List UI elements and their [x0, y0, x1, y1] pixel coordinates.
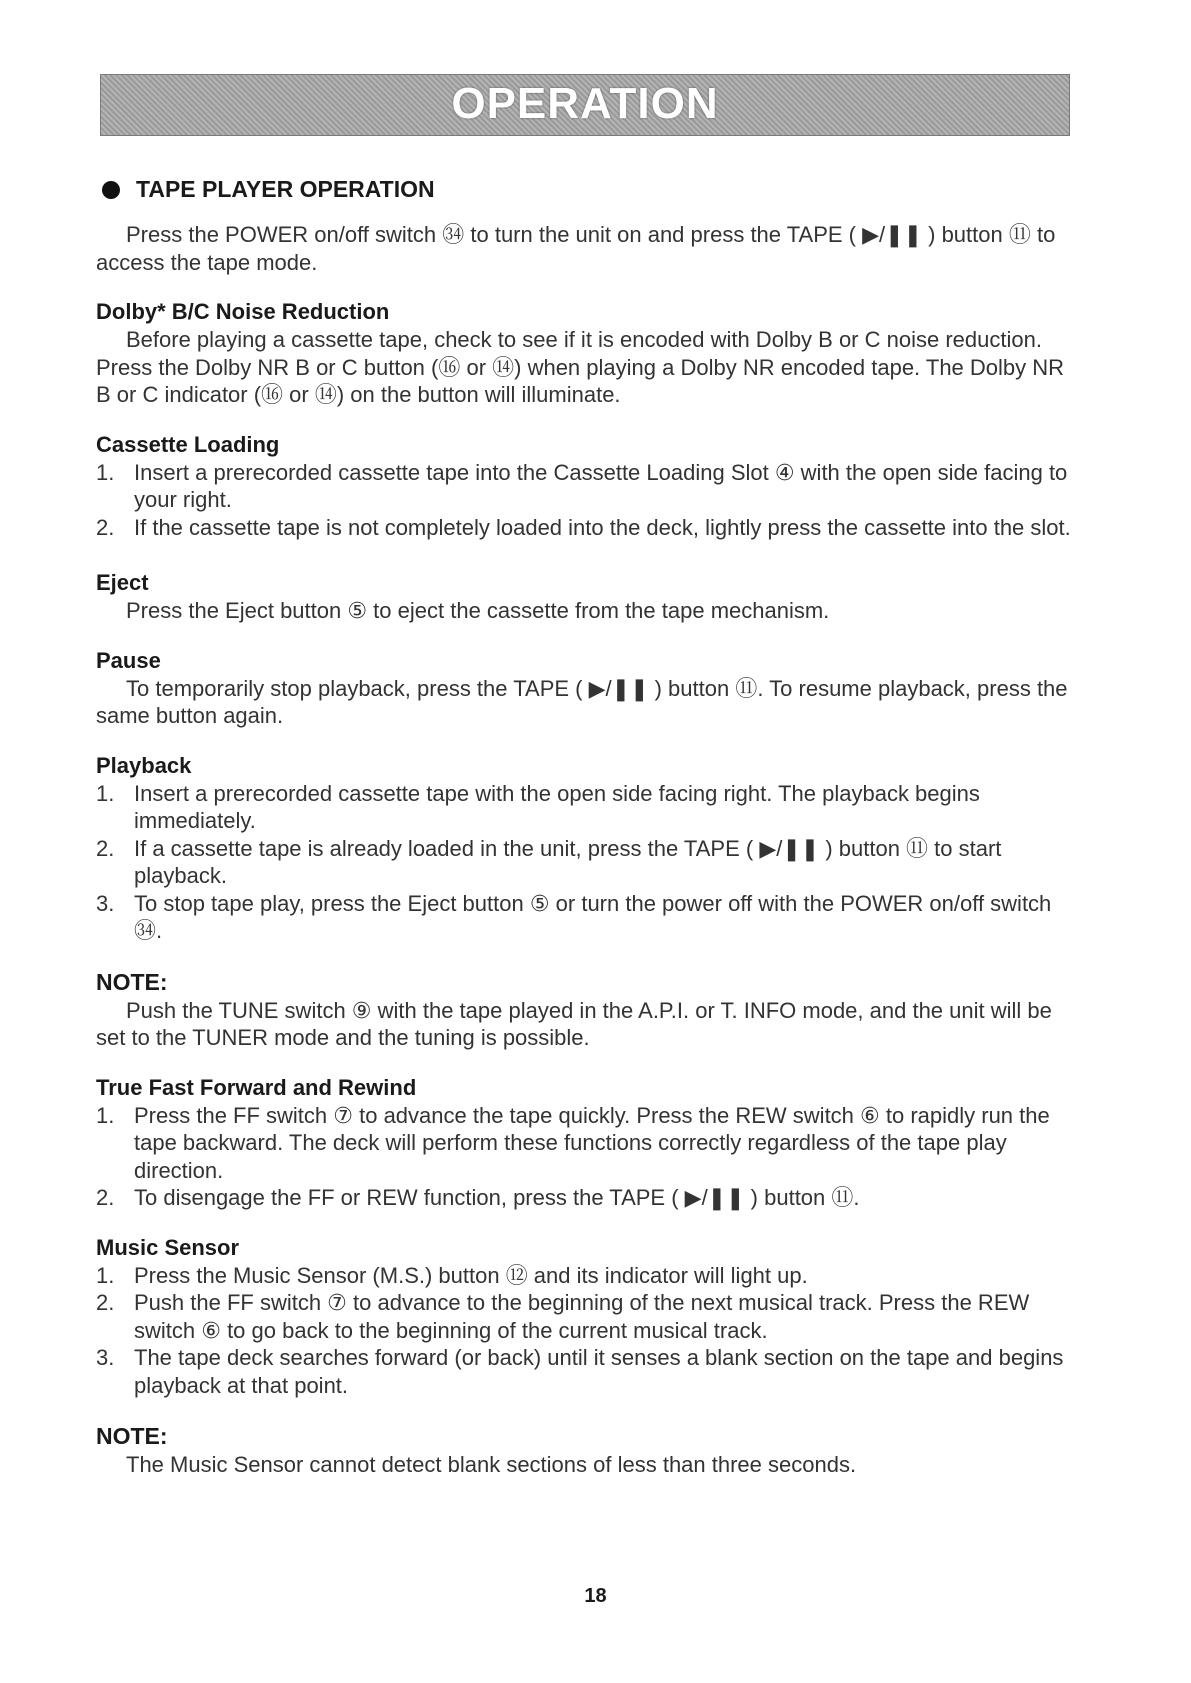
- list-text: If a cassette tape is already loaded in the unit, press the TAPE ( ▶/❚❚ ) button ⑪ to start playback.: [134, 835, 1002, 888]
- pause-heading: Pause: [96, 647, 161, 673]
- list-text: Insert a prerecorded cassette tape with the open side facing right. The playback begins immediately.: [134, 780, 980, 833]
- list-text: To disengage the FF or REW function, press the TAPE ( ▶/❚❚ ) button ⑪.: [134, 1185, 860, 1210]
- list-text: Press the Music Sensor (M.S.) button ⑫ and its indicator will light up.: [134, 1262, 808, 1288]
- list-item: [96, 459, 1071, 514]
- list-item: [96, 780, 1071, 835]
- list-number: 2.: [96, 1185, 115, 1210]
- intro-paragraph: Press the POWER on/off switch ㉞ to turn the unit on and press the TAPE ( ▶/❚❚ ) button ⑪ to access the tape mode.: [96, 222, 1056, 275]
- note-paragraph: The Music Sensor cannot detect blank sections of less than three seconds.: [126, 1452, 857, 1477]
- music-sensor-heading: Music Sensor: [96, 1234, 240, 1260]
- list-number: 1.: [96, 1262, 115, 1288]
- bullet-icon: [102, 181, 120, 199]
- list-number: 1.: [96, 1102, 115, 1128]
- dolby-paragraph: Before playing a cassette tape, check to see if it is encoded with Dolby B or C noise reduction. Press the Dolby NR B or C button (⑯ or ⑭) when playing a Dolby NR encoded tape. The Dolby NR B or C indicator (⑯ or ⑭) on the button will illuminate.: [96, 327, 1065, 407]
- list-number: 1.: [96, 459, 115, 485]
- cassette-loading-heading: Cassette Loading: [96, 431, 280, 457]
- list-number: 2.: [96, 514, 115, 540]
- list-item: [96, 1184, 1071, 1212]
- playback-heading: Playback: [96, 752, 192, 778]
- dolby-heading: Dolby* B/C Noise Reduction: [96, 299, 390, 324]
- list-text: The tape deck searches forward (or back) until it senses a blank section on the tape and begins playback at that point.: [134, 1345, 1064, 1398]
- eject-paragraph: Press the Eject button ⑤ to eject the cassette from the tape mechanism.: [126, 598, 830, 623]
- list-item: [96, 1262, 1071, 1290]
- note-paragraph: Push the TUNE switch ⑨ with the tape played in the A.P.I. or T. INFO mode, and the unit will be set to the TUNER mode and the tuning is possible.: [96, 997, 1052, 1050]
- list-item: [96, 514, 1071, 542]
- content-area: [96, 176, 1071, 1479]
- eject-heading: Eject: [96, 570, 149, 595]
- true-ff-heading: True Fast Forward and Rewind: [96, 1074, 417, 1100]
- list-number: 3.: [96, 890, 115, 916]
- note-heading: NOTE:: [96, 1423, 168, 1449]
- list-item: [96, 1289, 1071, 1344]
- list-item: [96, 1344, 1071, 1399]
- banner-title: OPERATION: [451, 79, 719, 128]
- list-text: To stop tape play, press the Eject button ⑤ or turn the power off with the POWER on/off switch ㉞.: [134, 890, 1052, 943]
- operation-banner: [100, 74, 1070, 136]
- list-number: 1.: [96, 780, 115, 806]
- section-header: [102, 176, 1071, 203]
- list-text: Insert a prerecorded cassette tape into the Cassette Loading Slot ④ with the open side facing to your right.: [134, 459, 1068, 512]
- list-item: [96, 890, 1071, 945]
- section-title: TAPE PLAYER OPERATION: [136, 176, 435, 202]
- list-text: If the cassette tape is not completely loaded into the deck, lightly press the cassette into the slot.: [134, 514, 1071, 540]
- list-number: 2.: [96, 835, 115, 861]
- list-number: 3.: [96, 1345, 115, 1370]
- list-text: Push the FF switch ⑦ to advance to the beginning of the next musical track. Press the REW switch ⑥ to go back to the beginning of the current musical track.: [134, 1290, 1030, 1343]
- list-item: [96, 835, 1071, 890]
- list-item: [96, 1102, 1071, 1185]
- note-heading: NOTE:: [96, 968, 168, 995]
- pause-paragraph: To temporarily stop playback, press the TAPE ( ▶/❚❚ ) button ⑪. To resume playback, press the same button again.: [96, 675, 1068, 728]
- list-number: 2.: [96, 1290, 115, 1315]
- list-text: Press the FF switch ⑦ to advance the tape quickly. Press the REW switch ⑥ to rapidly run the tape backward. The deck will perform these functions correctly regardless of the tape play direction.: [134, 1102, 1050, 1183]
- page-number: 18: [584, 1585, 607, 1607]
